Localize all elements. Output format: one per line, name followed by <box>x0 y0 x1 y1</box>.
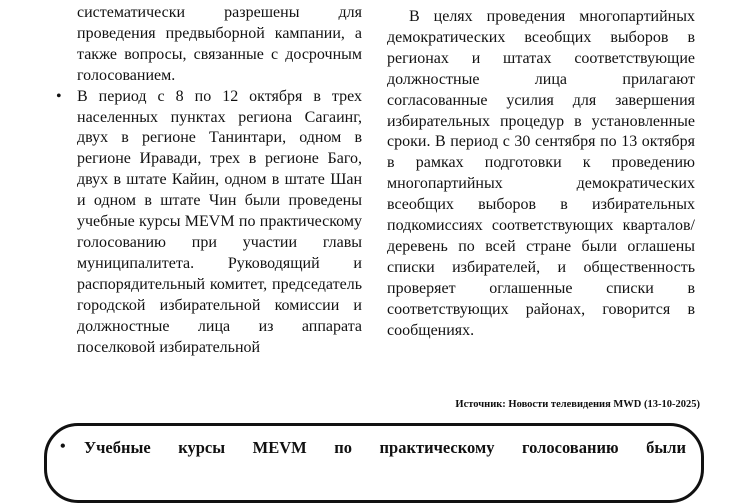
list-item <box>56 87 362 359</box>
left-continuation-paragraph: систематически разрешены для проведения предвыборной кампании, а также вопросы, связанные с досрочным голосованием. <box>77 4 362 84</box>
left-bullet-paragraph: В период с 8 по 12 октября в трех населенных пунктах региона Сагаинг, двух в регионе Танинтари, одном в регионе Иравади, трех в регионе Баго, двух в штате Кайин, одном в штате Шан и одном в штате Чин были проведены учебные курсы MEVM по практическому голосованию при участии главы муниципалитета. Руководящий и распорядительный комитет, председатель городской избирательной комиссии и должностные лица из аппарата поселковой избирательной <box>77 87 362 356</box>
right-paragraph: В целях проведения многопартийных демократических всеобщих выборов в регионах и штатах соответствующие должностные лица прилагают согласованные усилия для завершения избирательных процедур в установленные сроки. В период с 30 сентября по 13 октября в рамках подготовки к проведению многопартийных демократических всеобщих выборов в избирательных подкомиссиях соответствующих кварталов/деревень по всей стране были оглашены списки избирателей, и общественность проверяет оглашенные списки в соответствующих районах, говорится в сообщениях. <box>387 8 695 339</box>
right-column <box>387 7 695 342</box>
left-column <box>56 3 362 358</box>
bullet-icon: • <box>60 438 66 455</box>
source-caption: Источник: Новости телевидения MWD (13-10-2025) <box>455 399 700 410</box>
highlight-box-text: Учебные курсы MEVM по практическому голосованию были <box>84 438 686 457</box>
highlight-box <box>44 423 704 503</box>
bullet-icon: • <box>56 87 62 105</box>
